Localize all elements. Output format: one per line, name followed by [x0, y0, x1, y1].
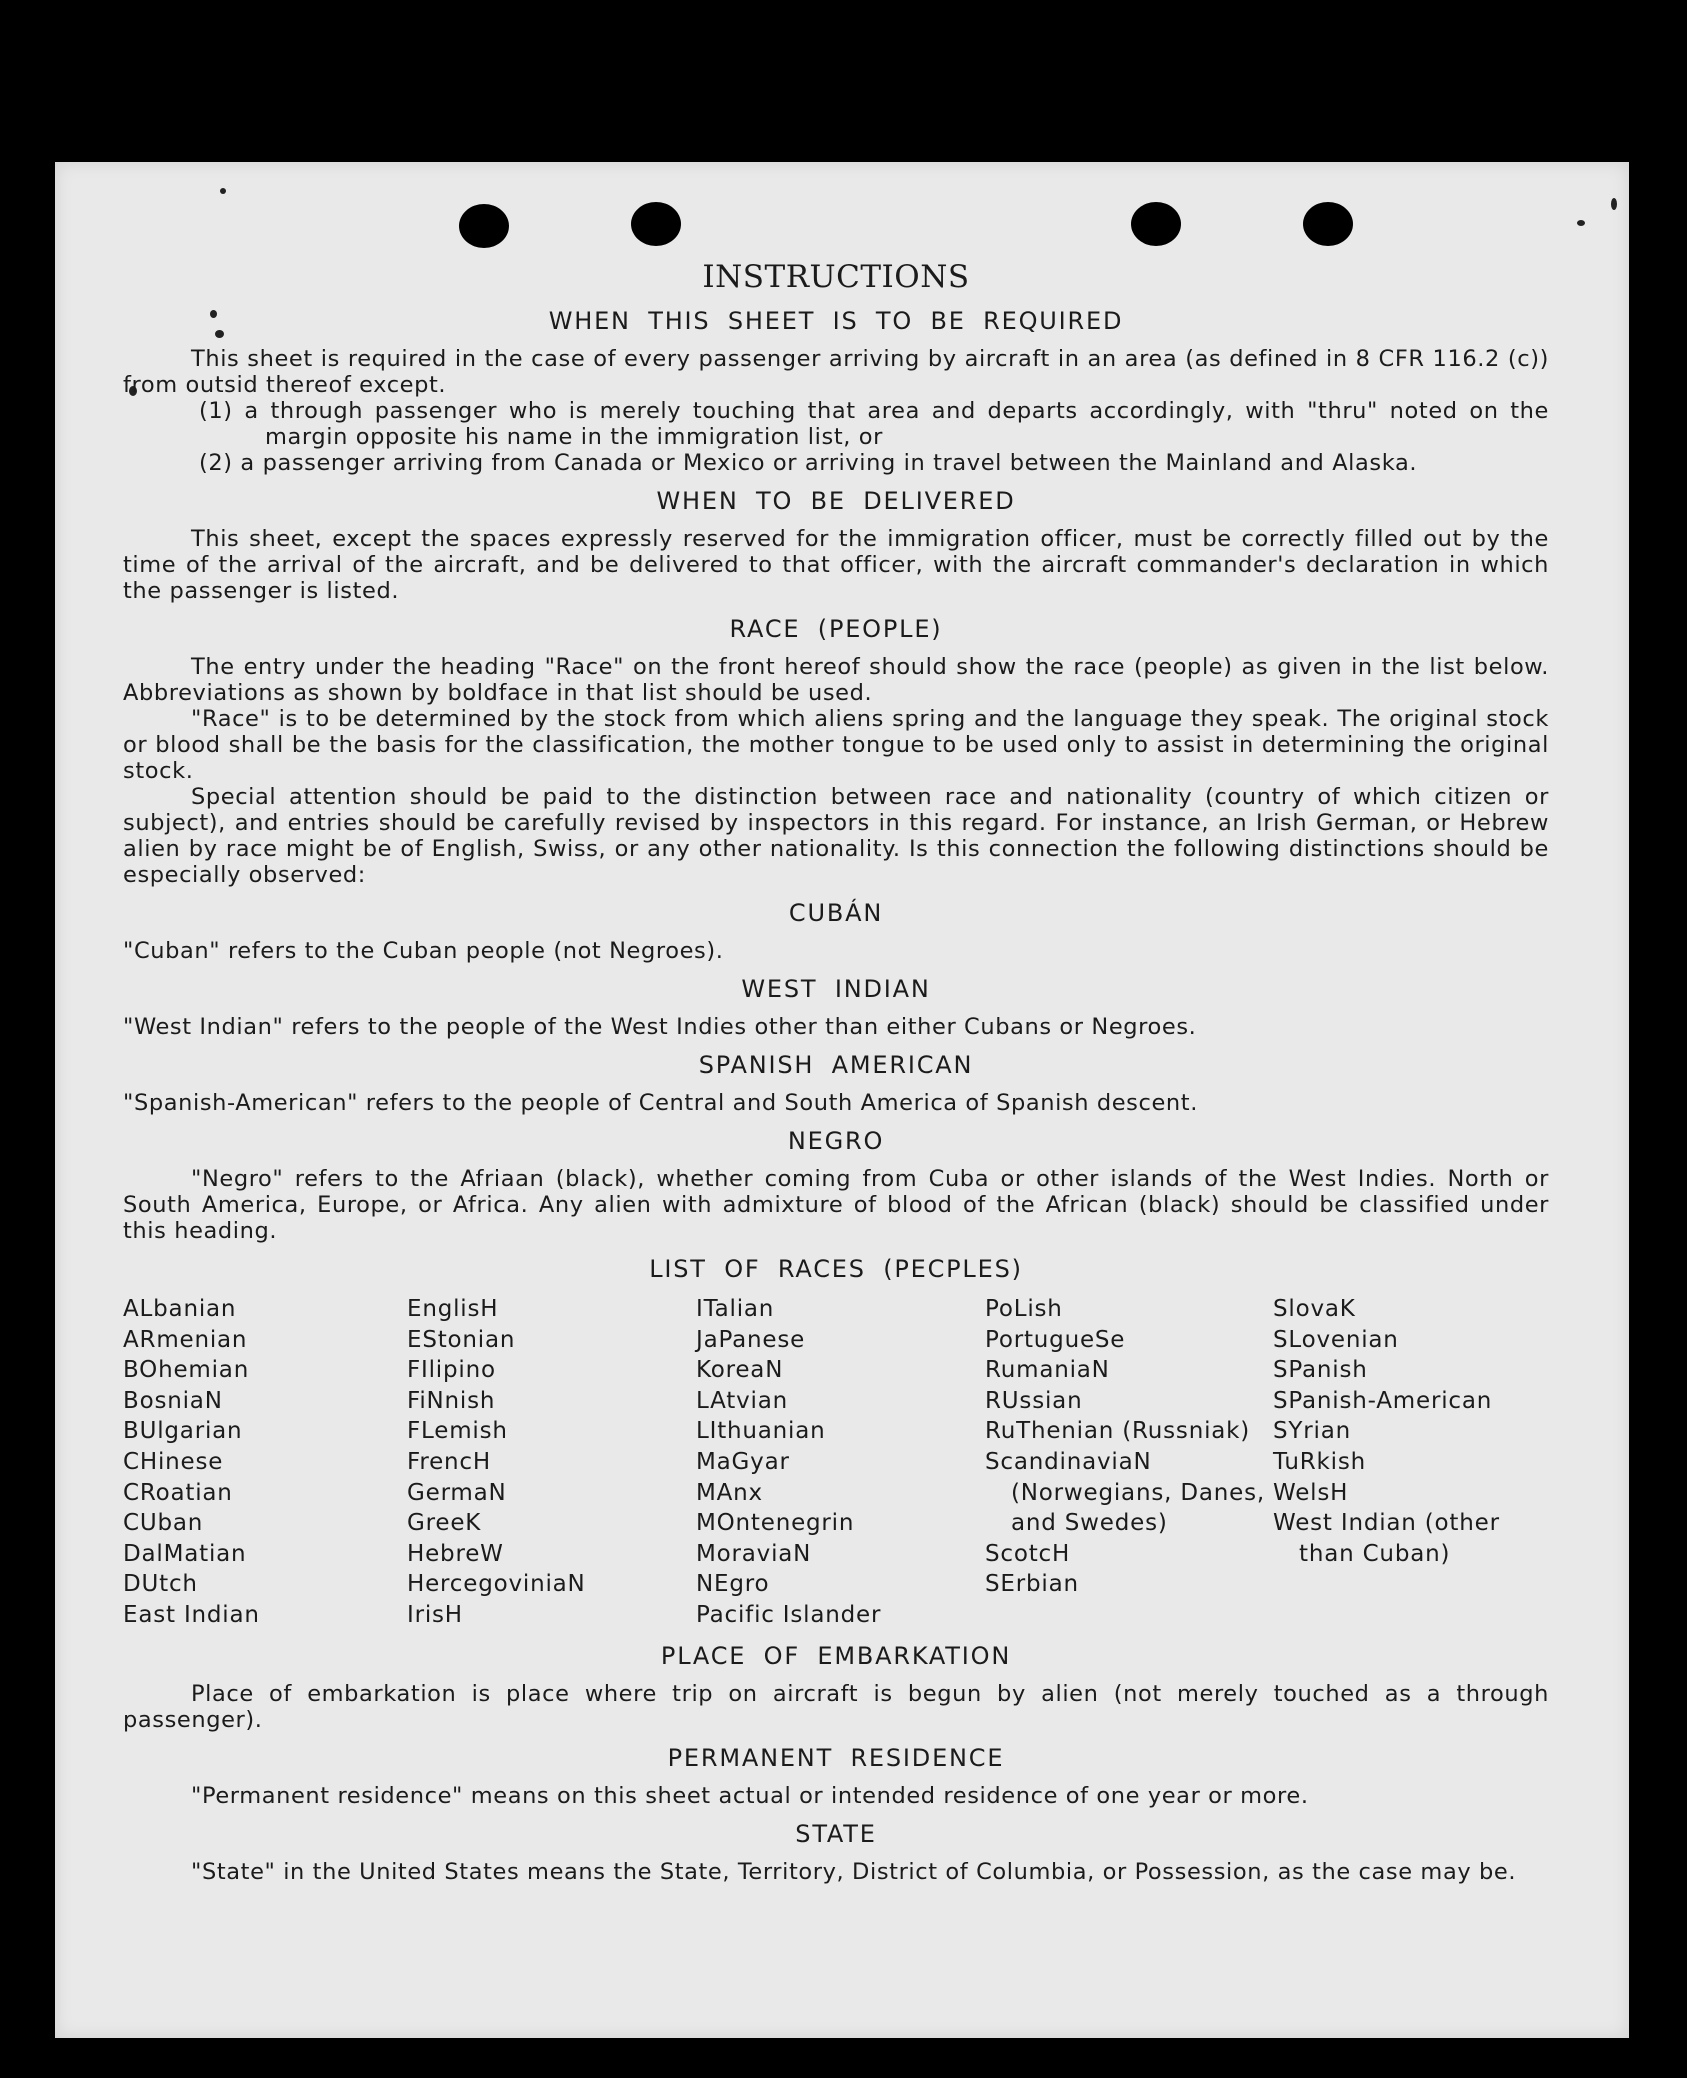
race-paragraph-1: The entry under the heading "Race" on the front hereof should show the race (people) as given in the list below. Abbreviations as shown by boldface in that list should be used. [123, 654, 1549, 706]
race-entry: ScandinaviaN (Norwegians, Danes, and Swedes) [985, 1448, 1265, 1537]
race-entry: East Indian [123, 1601, 260, 1628]
section-heading-state: STATE [795, 1819, 877, 1848]
race-entry: MAnx [696, 1479, 763, 1506]
races-column [1273, 1294, 1549, 1631]
race-entry: RUssian [985, 1387, 1083, 1414]
races-column [985, 1294, 1273, 1631]
race-entry: SPanish-American [1273, 1387, 1493, 1414]
ink-speck [1611, 198, 1617, 210]
race-entry: PortugueSe [985, 1326, 1126, 1353]
race-entry: ARmenian [123, 1326, 248, 1353]
residence-text: "Permanent residence" means on this sheet actual or intended residence of one year or more. [191, 1782, 1309, 1809]
state-text: "State" in the United States means the State, Territory, District of Columbia, or Possession, as the case may be. [191, 1858, 1517, 1885]
race-entry: MoraviaN [696, 1540, 812, 1567]
section-heading-embarkation: PLACE OF EMBARKATION [660, 1641, 1012, 1670]
race-paragraph-3: Special attention should be paid to the distinction between race and nationality (country of which citizen or subject), and entries should be carefully revised by inspectors in this regard. For instance, an Irish German, or Hebrew alien by race might be of English, Swiss, or any other nationality. Is this connection the following distinctions should be especially observed: [123, 784, 1549, 888]
section-heading-required: WHEN THIS SHEET IS TO BE REQUIRED [548, 307, 1124, 335]
race-entry: FLemish [407, 1418, 508, 1445]
race-entry: Pacific Islander [696, 1601, 882, 1628]
race-entry: IrisH [407, 1601, 463, 1628]
race-entry: MaGyar [696, 1448, 790, 1475]
ink-speck [220, 188, 226, 194]
required-item-1: (1) a through passenger who is merely touching that area and departs accordingly, with "thru" noted on the margin opposite his name in the immigration list, or [199, 398, 1549, 450]
race-entry: ScotcH [985, 1540, 1071, 1567]
race-entry: CHinese [123, 1448, 224, 1475]
race-entry: EnglisH [407, 1296, 499, 1322]
race-entry: HebreW [407, 1540, 504, 1567]
section-heading-delivered: WHEN TO BE DELIVERED [656, 487, 1016, 515]
punch-hole [631, 202, 681, 246]
race-entry: ALbanian [123, 1296, 237, 1322]
ink-speck [1577, 220, 1585, 226]
race-entry: BOhemian [123, 1357, 250, 1384]
required-item-2: (2) a passenger arriving from Canada or Mexico or arriving in travel between the Mainland and Alaska. [199, 450, 1418, 476]
punch-hole [459, 204, 509, 248]
west-indian-text: "West Indian" refers to the people of the West Indies other than either Cubans or Negroes. [123, 1014, 1197, 1040]
race-entry: SLovenian [1273, 1326, 1399, 1353]
punch-hole [1131, 202, 1181, 246]
race-entry: FIlipino [407, 1357, 496, 1384]
race-entry: LIthuanian [696, 1418, 826, 1445]
punch-hole [1303, 202, 1353, 246]
race-entry: JaPanese [696, 1326, 806, 1353]
race-entry: SYrian [1273, 1418, 1351, 1445]
race-entry: SPanish [1273, 1357, 1368, 1384]
race-entry: CRoatian [123, 1479, 233, 1506]
race-entry: EStonian [407, 1326, 516, 1353]
section-heading-race: RACE (PEOPLE) [729, 615, 943, 643]
race-entry: RumaniaN [985, 1357, 1110, 1384]
races-column [123, 1294, 407, 1631]
spanish-american-text: "Spanish-American" refers to the people of Central and South America of Spanish descent. [123, 1090, 1198, 1116]
delivered-text: This sheet, except the spaces expressly reserved for the immigration officer, must be correctly filled out by the time of the arrival of the aircraft, and be delivered to that officer, with the aircraft commander's declaration in which the passenger is listed. [123, 526, 1549, 604]
section-heading-west-indian: WEST INDIAN [741, 975, 931, 1003]
race-entry: GermaN [407, 1479, 507, 1506]
race-entry: RuThenian (Russniak) [985, 1418, 1251, 1445]
race-entry: TuRkish [1273, 1448, 1366, 1475]
race-entry: BosniaN [123, 1387, 223, 1414]
race-entry: MOntenegrin [696, 1510, 855, 1537]
race-entry: PoLish [985, 1296, 1063, 1322]
instructions-content [123, 258, 1549, 1885]
race-entry: West Indian (other than Cuban) [1273, 1510, 1500, 1567]
race-entry: NEgro [696, 1571, 770, 1598]
race-entry: CUban [123, 1510, 204, 1537]
section-heading-spanish-american: SPANISH AMERICAN [698, 1051, 974, 1079]
race-entry: FrencH [407, 1448, 491, 1475]
race-entry: SErbian [985, 1571, 1079, 1598]
race-entry: WelsH [1273, 1479, 1349, 1506]
race-paragraph-2: "Race" is to be determined by the stock from which aliens spring and the language they speak. The original stock or blood shall be the basis for the classification, the mother tongue to be used only to assist in determining the original stock. [123, 706, 1549, 784]
race-entry: ITalian [696, 1296, 775, 1322]
race-entry: FiNnish [407, 1387, 496, 1414]
required-intro: This sheet is required in the case of every passenger arriving by aircraft in an area (as defined in 8 CFR 116.2 (c)) from outsid thereof except. [123, 346, 1549, 398]
races-column [407, 1294, 696, 1631]
race-entry: DalMatian [123, 1540, 247, 1567]
section-heading-cuban: CUBÁN [788, 899, 884, 927]
section-heading-races-list: LIST OF RACES (PECPLES) [649, 1255, 1023, 1283]
race-entry: BUlgarian [123, 1418, 243, 1445]
race-entry: DUtch [123, 1571, 198, 1598]
section-heading-negro: NEGRO [787, 1127, 885, 1155]
race-entry: LAtvian [696, 1387, 788, 1414]
races-list [123, 1294, 1549, 1631]
section-heading-residence: PERMANENT RESIDENCE [667, 1743, 1005, 1772]
embarkation-text: Place of embarkation is place where trip on aircraft is begun by alien (not merely touched as a through passenger). [123, 1680, 1549, 1733]
document-sheet [55, 162, 1629, 2038]
race-entry: HercegoviniaN [407, 1571, 586, 1598]
races-column [696, 1294, 985, 1631]
negro-text: "Negro" refers to the Afriaan (black), whether coming from Cuba or other islands of the West Indies. North or South America, Europe, or Africa. Any alien with admixture of blood of the African (black) should be classified under this heading. [123, 1166, 1549, 1244]
race-entry: SlovaK [1273, 1296, 1356, 1322]
cuban-text: "Cuban" refers to the Cuban people (not Negroes). [123, 938, 724, 964]
page-title: INSTRUCTIONS [702, 259, 970, 295]
race-entry: KoreaN [696, 1357, 784, 1384]
race-entry: GreeK [407, 1510, 482, 1537]
